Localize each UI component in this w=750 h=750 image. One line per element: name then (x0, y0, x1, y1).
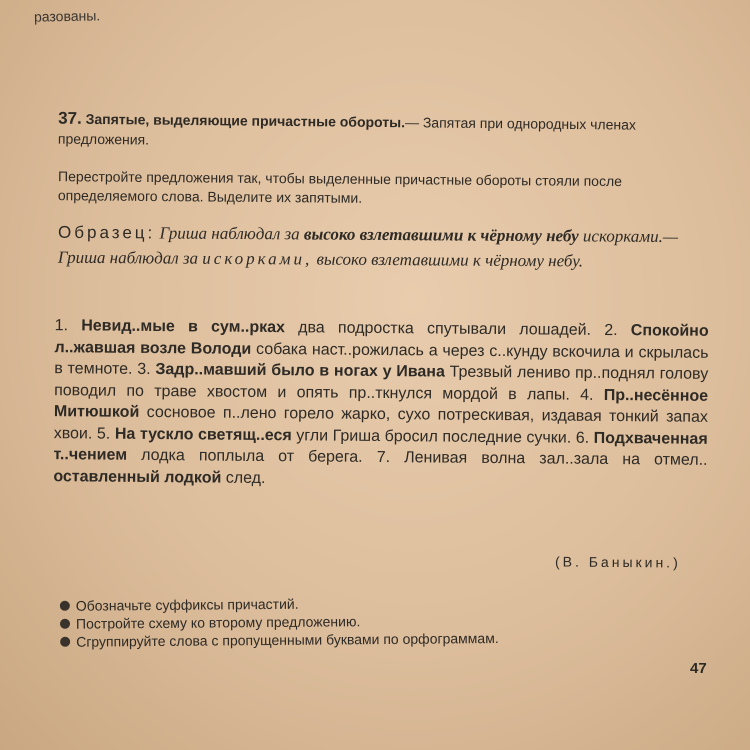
participle-phrase: оставленный лодкой (53, 467, 222, 487)
sample-text-2: искорками.— Гриша наблюдал за (57, 226, 679, 268)
participle-phrase: Невид..мые в сум..рках (81, 317, 286, 337)
sentence-number: 2. (604, 321, 618, 340)
participle-phrase: Задр..мавший было в ногах у Ивана (155, 361, 445, 381)
exercise-number: 37. (58, 108, 82, 128)
sentence-text: лодка поплыла от берега. (141, 446, 363, 466)
bullet-text: Обозначьте суффиксы причастий. (75, 595, 299, 614)
sentence-number: 3. (137, 360, 151, 378)
sentence-text: два подростка спутывали лошадей. (298, 319, 592, 339)
sentence-number: 1. (54, 317, 69, 335)
participle-phrase: Подхваченная т..чением (53, 429, 708, 464)
sentence-number: 4. (580, 386, 594, 404)
bullet-icon (60, 619, 70, 629)
previous-text-fragment: разованы. (33, 7, 101, 25)
sentence-number: 7. (376, 448, 391, 467)
exercise-heading (58, 109, 708, 156)
sample-highlight: высоко взлетавшими к чёрному небу (303, 224, 579, 246)
task-instructions: Перестройте предложения так, чтобы выделенные причастные обороты стояли после определяемого слова. Выделите их запятыми. (57, 168, 623, 206)
sample-label: Образец: (58, 222, 156, 243)
sentence-text: Трезвый лениво пр..поднял голову поводил по траве хвостом и опять пр..ткнулся мордой в лапы. (54, 363, 709, 404)
participle-phrase: На тускло светящ..еся (114, 425, 292, 444)
page-number: 47 (690, 660, 707, 677)
sample-block (58, 220, 708, 275)
participle-phrase: Пр..несённое Митюшкой (53, 386, 709, 421)
sentence-text: собака наст..рожилась а через с..кунду вскочила и скрылась в темноте. (54, 340, 709, 378)
bullet-text: Сгруппируйте слова с пропущенными буквами по орфограммам. (76, 630, 499, 650)
bullet-icon (60, 601, 70, 611)
bullet-text: Постройте схему ко второму предложению. (75, 613, 361, 632)
bullet-icon (60, 637, 70, 647)
participle-phrase: Спокойно л..жавшая возле Володи (54, 322, 709, 358)
task-bullets (60, 591, 710, 651)
sentence-number: 5. (96, 425, 111, 443)
sentence-number: 6. (575, 429, 590, 447)
author-attribution: (В. Баныкин.) (554, 553, 681, 571)
exercise-subtitle: — Запятая при однородных членах предложения. (57, 114, 637, 148)
sentence-text: след. (225, 469, 266, 487)
sample-spaced-word: искорками, (202, 248, 313, 269)
sentence-text: сосновое п..лено горело жарко, сухо потрескивая, издавая тонкий запах хвои. (53, 403, 708, 442)
sentence-text: угли Гриша бросил последние сучки. (296, 426, 572, 447)
exercise-title: Запятые, выделяющие причастные обороты. (85, 110, 406, 131)
exercise-sentences (53, 315, 708, 493)
sample-text-1: Гриша наблюдал за (159, 223, 300, 244)
sentence-text: Ленивая волна зал..зала на отмел.. (404, 449, 708, 469)
sample-text-3: высоко взлетавшими к чёрному небу. (316, 249, 584, 271)
